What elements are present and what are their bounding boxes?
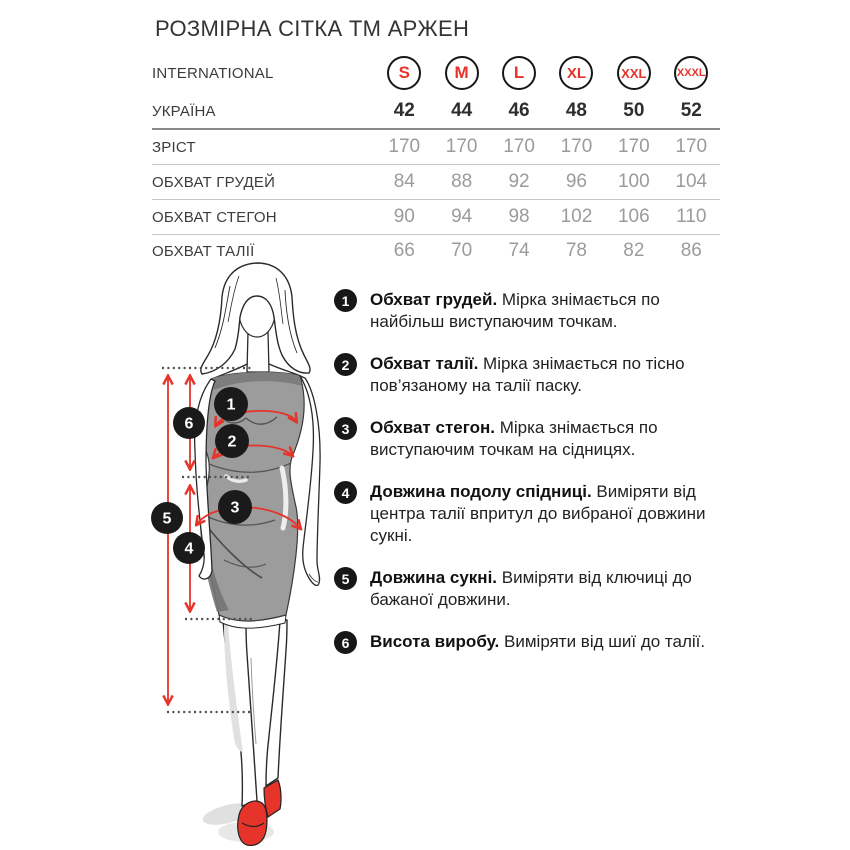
- table-row-height: [152, 129, 720, 165]
- row-label-height: ЗРІСТ: [152, 129, 376, 165]
- cell-value: 94: [433, 200, 490, 235]
- svg-text:5: 5: [162, 510, 172, 528]
- measurement-desc: Виміряти від ключиці до бажаної довжини.: [370, 568, 692, 609]
- size-badge-m: M: [445, 56, 479, 90]
- svg-text:1: 1: [226, 396, 236, 414]
- cell-value: 90: [376, 200, 433, 235]
- figure-marker-4: [173, 532, 205, 564]
- svg-text:6: 6: [184, 415, 194, 433]
- measurement-desc: Виміряти від центра талії впритул до вибраної довжини сукні.: [370, 482, 706, 545]
- measurement-text: [370, 289, 724, 333]
- cell-value: 82: [605, 235, 662, 268]
- page-title: РОЗМІРНА СІТКА ТМ АРЖЕН: [155, 16, 470, 41]
- measurement-term: Довжина сукні.: [370, 568, 498, 587]
- size-table: [152, 52, 720, 267]
- measurement-term: Обхват талії.: [370, 354, 479, 373]
- cell-value: 104: [663, 165, 720, 200]
- table-row-bust: [152, 165, 720, 200]
- size-badge-s: S: [387, 56, 421, 90]
- measurement-desc: Мірка знімається по найбільш виступаючим точкам.: [370, 290, 660, 331]
- measurement-text: [370, 481, 724, 547]
- cell-value: 88: [433, 165, 490, 200]
- svg-text:3: 3: [230, 499, 240, 517]
- measurement-item-6: [334, 631, 728, 654]
- cell-value: 50: [623, 100, 645, 121]
- measurement-desc: Мірка знімається по виступаючим точкам на сідницях.: [370, 418, 658, 459]
- cell-value: 44: [451, 100, 473, 121]
- cell-value: 46: [508, 100, 530, 121]
- measurement-number-badge: 4: [334, 481, 357, 504]
- svg-text:2: 2: [227, 433, 237, 451]
- measurement-number-badge: 3: [334, 417, 357, 440]
- measurement-desc: Виміряти від шиї до талії.: [504, 632, 706, 651]
- measurement-number-badge: 5: [334, 567, 357, 590]
- cell-value: 42: [393, 100, 415, 121]
- cell-value: 48: [565, 100, 587, 121]
- cell-value: 66: [376, 235, 433, 268]
- cell-value: 98: [490, 200, 547, 235]
- size-badge-xl: XL: [559, 56, 593, 90]
- cell-value: 96: [548, 165, 605, 200]
- row-label-waist: ОБХВАТ ТАЛІЇ: [152, 235, 376, 268]
- cell-value: 102: [548, 200, 605, 235]
- measurement-text: [370, 631, 724, 653]
- measurement-text: [370, 353, 724, 397]
- size-badge-xxl: XXL: [617, 56, 651, 90]
- cell-value: 92: [490, 165, 547, 200]
- cell-value: 86: [663, 235, 720, 268]
- cell-value: 100: [605, 165, 662, 200]
- cell-value: 106: [605, 200, 662, 235]
- cell-value: 110: [663, 200, 720, 235]
- cell-value: 170: [663, 129, 720, 165]
- cell-value: 74: [490, 235, 547, 268]
- table-row-international: [152, 52, 720, 94]
- measurement-number-badge: 2: [334, 353, 357, 376]
- row-label-bust: ОБХВАТ ГРУДЕЙ: [152, 165, 376, 200]
- measurement-item-4: [334, 481, 728, 547]
- measurement-item-1: [334, 289, 728, 333]
- measurement-term: Обхват стегон.: [370, 418, 495, 437]
- cell-value: 78: [548, 235, 605, 268]
- table-row-hips: [152, 200, 720, 235]
- row-label-international: INTERNATIONAL: [152, 64, 274, 82]
- svg-text:4: 4: [184, 540, 194, 558]
- figure-marker-5: [151, 502, 183, 534]
- measurement-desc: Мірка знімається по тісно пов’язаному на талії паску.: [370, 354, 685, 395]
- cell-value: 170: [605, 129, 662, 165]
- cell-value: 170: [433, 129, 490, 165]
- measurement-term: Висота виробу.: [370, 632, 500, 651]
- size-badge-xxxl: XXXL: [674, 56, 708, 90]
- table-row-ukraine: [152, 94, 720, 129]
- measurement-item-3: [334, 417, 728, 461]
- size-badge-l: L: [502, 56, 536, 90]
- cell-value: 52: [680, 100, 702, 121]
- figure-marker-3: [218, 490, 252, 524]
- row-label-hips: ОБХВАТ СТЕГОН: [152, 200, 376, 235]
- measurement-item-2: [334, 353, 728, 397]
- cell-value: 170: [376, 129, 433, 165]
- cell-value: 170: [490, 129, 547, 165]
- cell-value: 70: [433, 235, 490, 268]
- cell-value: 170: [548, 129, 605, 165]
- measurement-text: [370, 417, 724, 461]
- measurement-text: [370, 567, 724, 611]
- cell-value: 84: [376, 165, 433, 200]
- measurement-number-badge: 1: [334, 289, 357, 312]
- figure-illustration: [140, 258, 340, 850]
- measurement-term: Довжина подолу спідниці.: [370, 482, 592, 501]
- measurement-item-5: [334, 567, 728, 611]
- row-label-ukraine: УКРАЇНА: [152, 102, 216, 120]
- measurement-list: [334, 289, 728, 674]
- figure-marker-6: [173, 407, 205, 439]
- figure-marker-1: [214, 387, 248, 421]
- figure-marker-2: [215, 424, 249, 458]
- measurement-term: Обхват грудей.: [370, 290, 498, 309]
- measurement-number-badge: 6: [334, 631, 357, 654]
